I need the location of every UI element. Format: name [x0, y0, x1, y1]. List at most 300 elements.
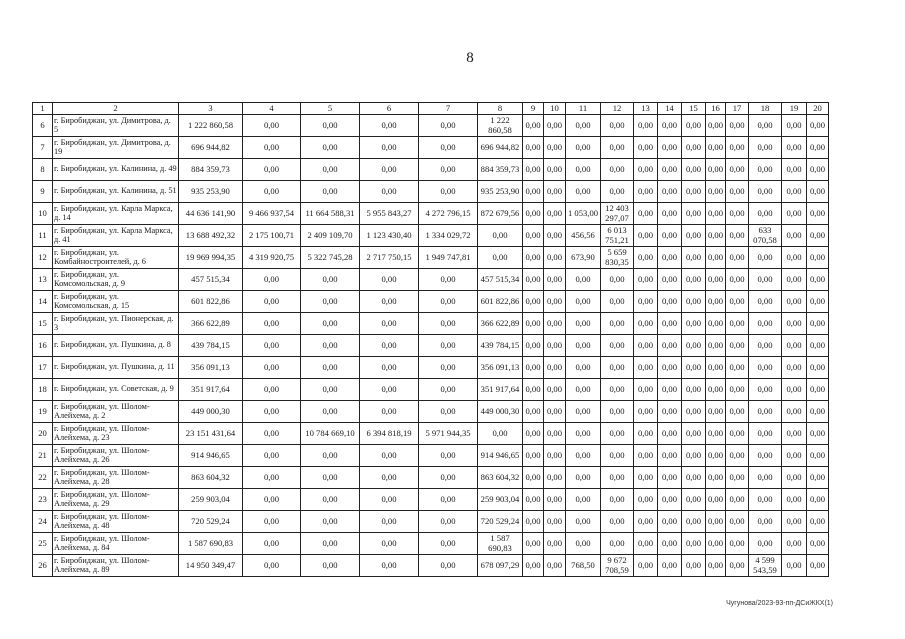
value-cell: 863 604,32 — [478, 467, 523, 489]
value-cell: 0,00 — [544, 137, 566, 159]
value-cell: 0,00 — [726, 445, 749, 467]
value-cell: 0,00 — [749, 511, 782, 533]
value-cell: 0,00 — [634, 489, 658, 511]
value-cell: 0,00 — [301, 379, 360, 401]
row-number-cell: 25 — [33, 533, 53, 555]
value-cell: 914 946,65 — [478, 445, 523, 467]
value-cell: 0,00 — [601, 489, 634, 511]
value-cell: 0,00 — [360, 313, 419, 335]
address-cell: г. Биробиджан, ул. Шолом-Алейхема, д. 89 — [53, 555, 179, 577]
value-cell: 0,00 — [601, 115, 634, 137]
column-header: 16 — [706, 103, 726, 115]
value-cell: 0,00 — [601, 357, 634, 379]
row-number-cell: 6 — [33, 115, 53, 137]
value-cell: 0,00 — [807, 225, 829, 247]
value-cell: 0,00 — [782, 291, 807, 313]
value-cell: 0,00 — [301, 445, 360, 467]
value-cell: 0,00 — [360, 181, 419, 203]
value-cell: 23 151 431,64 — [179, 423, 243, 445]
value-cell: 356 091,13 — [179, 357, 243, 379]
value-cell: 0,00 — [658, 313, 682, 335]
value-cell: 0,00 — [566, 401, 601, 423]
value-cell: 0,00 — [243, 511, 301, 533]
value-cell: 0,00 — [749, 467, 782, 489]
row-number-cell: 14 — [33, 291, 53, 313]
value-cell: 0,00 — [782, 137, 807, 159]
value-cell: 0,00 — [807, 137, 829, 159]
value-cell: 0,00 — [749, 291, 782, 313]
value-cell: 0,00 — [726, 159, 749, 181]
value-cell: 0,00 — [782, 225, 807, 247]
value-cell: 0,00 — [726, 137, 749, 159]
row-number-cell: 26 — [33, 555, 53, 577]
value-cell: 0,00 — [523, 357, 544, 379]
value-cell: 0,00 — [706, 159, 726, 181]
value-cell: 0,00 — [243, 159, 301, 181]
value-cell: 0,00 — [807, 115, 829, 137]
value-cell: 0,00 — [782, 247, 807, 269]
value-cell: 0,00 — [658, 159, 682, 181]
row-number-cell: 12 — [33, 247, 53, 269]
address-cell: г. Биробиджан, ул. Карла Маркса, д. 41 — [53, 225, 179, 247]
value-cell: 0,00 — [544, 335, 566, 357]
value-cell: 0,00 — [682, 489, 706, 511]
value-cell: 0,00 — [566, 445, 601, 467]
value-cell: 0,00 — [544, 181, 566, 203]
value-cell: 0,00 — [634, 159, 658, 181]
value-cell: 0,00 — [566, 511, 601, 533]
value-cell: 0,00 — [523, 379, 544, 401]
value-cell: 0,00 — [523, 181, 544, 203]
table-row — [33, 401, 829, 423]
column-header: 14 — [658, 103, 682, 115]
table-row — [33, 291, 829, 313]
value-cell: 0,00 — [243, 445, 301, 467]
value-cell: 0,00 — [807, 489, 829, 511]
value-cell: 0,00 — [360, 335, 419, 357]
value-cell: 0,00 — [360, 401, 419, 423]
value-cell: 0,00 — [523, 313, 544, 335]
row-number-cell: 17 — [33, 357, 53, 379]
value-cell: 0,00 — [566, 533, 601, 555]
value-cell: 0,00 — [601, 401, 634, 423]
value-cell: 0,00 — [682, 357, 706, 379]
value-cell: 0,00 — [566, 115, 601, 137]
value-cell: 0,00 — [360, 555, 419, 577]
value-cell: 0,00 — [419, 555, 478, 577]
value-cell: 12 403 297,07 — [601, 203, 634, 225]
value-cell: 0,00 — [523, 489, 544, 511]
value-cell: 0,00 — [706, 137, 726, 159]
value-cell: 0,00 — [478, 225, 523, 247]
value-cell: 0,00 — [360, 489, 419, 511]
value-cell: 935 253,90 — [179, 181, 243, 203]
value-cell: 0,00 — [782, 555, 807, 577]
value-cell: 0,00 — [726, 115, 749, 137]
value-cell: 0,00 — [658, 291, 682, 313]
value-cell: 0,00 — [419, 467, 478, 489]
address-cell: г. Биробиджан, ул. Шолом-Алейхема, д. 48 — [53, 511, 179, 533]
value-cell: 0,00 — [807, 357, 829, 379]
value-cell: 0,00 — [726, 335, 749, 357]
table-row — [33, 159, 829, 181]
value-cell: 0,00 — [566, 379, 601, 401]
value-cell: 9 672 708,59 — [601, 555, 634, 577]
column-header: 19 — [782, 103, 807, 115]
value-cell: 0,00 — [807, 159, 829, 181]
value-cell: 0,00 — [726, 203, 749, 225]
value-cell: 0,00 — [360, 379, 419, 401]
value-cell: 0,00 — [544, 357, 566, 379]
value-cell: 673,90 — [566, 247, 601, 269]
value-cell: 0,00 — [360, 511, 419, 533]
value-cell: 0,00 — [601, 181, 634, 203]
value-cell: 0,00 — [419, 269, 478, 291]
value-cell: 0,00 — [243, 291, 301, 313]
value-cell: 0,00 — [544, 423, 566, 445]
column-header: 10 — [544, 103, 566, 115]
value-cell: 0,00 — [682, 467, 706, 489]
column-header: 7 — [419, 103, 478, 115]
value-cell: 456,56 — [566, 225, 601, 247]
value-cell: 0,00 — [658, 357, 682, 379]
value-cell: 0,00 — [658, 467, 682, 489]
value-cell: 0,00 — [782, 401, 807, 423]
value-cell: 872 679,56 — [478, 203, 523, 225]
value-cell: 0,00 — [360, 137, 419, 159]
value-cell: 0,00 — [601, 533, 634, 555]
value-cell: 0,00 — [544, 511, 566, 533]
row-number-cell: 18 — [33, 379, 53, 401]
value-cell: 0,00 — [726, 423, 749, 445]
value-cell: 0,00 — [634, 137, 658, 159]
value-cell: 0,00 — [243, 555, 301, 577]
value-cell: 0,00 — [726, 489, 749, 511]
value-cell: 0,00 — [243, 335, 301, 357]
column-header: 8 — [478, 103, 523, 115]
value-cell: 0,00 — [749, 269, 782, 291]
value-cell: 6 394 818,19 — [360, 423, 419, 445]
value-cell: 0,00 — [601, 291, 634, 313]
address-cell: г. Биробиджан, ул. Шолом-Алейхема, д. 29 — [53, 489, 179, 511]
value-cell: 14 950 349,47 — [179, 555, 243, 577]
value-cell: 0,00 — [523, 137, 544, 159]
address-cell: г. Биробиджан, ул. Шолом-Алейхема, д. 28 — [53, 467, 179, 489]
value-cell: 696 944,82 — [478, 137, 523, 159]
value-cell: 0,00 — [566, 159, 601, 181]
table-row — [33, 379, 829, 401]
value-cell: 0,00 — [658, 269, 682, 291]
value-cell: 0,00 — [523, 247, 544, 269]
value-cell: 0,00 — [782, 181, 807, 203]
value-cell: 0,00 — [478, 423, 523, 445]
row-number-cell: 15 — [33, 313, 53, 335]
value-cell: 0,00 — [301, 115, 360, 137]
value-cell: 0,00 — [782, 379, 807, 401]
value-cell: 0,00 — [301, 467, 360, 489]
value-cell: 0,00 — [807, 335, 829, 357]
value-cell: 0,00 — [782, 115, 807, 137]
value-cell: 9 466 937,54 — [243, 203, 301, 225]
value-cell: 0,00 — [658, 181, 682, 203]
value-cell: 633 070,58 — [749, 225, 782, 247]
value-cell: 0,00 — [749, 379, 782, 401]
row-number-cell: 21 — [33, 445, 53, 467]
value-cell: 696 944,82 — [179, 137, 243, 159]
value-cell: 0,00 — [706, 511, 726, 533]
value-cell: 0,00 — [634, 467, 658, 489]
value-cell: 0,00 — [682, 181, 706, 203]
value-cell: 863 604,32 — [179, 467, 243, 489]
value-cell: 0,00 — [726, 511, 749, 533]
table-row — [33, 225, 829, 247]
address-cell: г. Биробиджан, ул. Карла Маркса, д. 14 — [53, 203, 179, 225]
column-header: 6 — [360, 103, 419, 115]
value-cell: 0,00 — [544, 489, 566, 511]
value-cell: 0,00 — [807, 379, 829, 401]
value-cell: 0,00 — [301, 159, 360, 181]
value-cell: 0,00 — [301, 269, 360, 291]
value-cell: 0,00 — [706, 357, 726, 379]
value-cell: 1 053,00 — [566, 203, 601, 225]
value-cell: 0,00 — [706, 555, 726, 577]
table-row — [33, 181, 829, 203]
value-cell: 0,00 — [658, 203, 682, 225]
value-cell: 601 822,86 — [478, 291, 523, 313]
value-cell: 0,00 — [634, 313, 658, 335]
value-cell: 914 946,65 — [179, 445, 243, 467]
value-cell: 449 000,30 — [478, 401, 523, 423]
value-cell: 0,00 — [634, 291, 658, 313]
value-cell: 0,00 — [706, 269, 726, 291]
value-cell: 11 664 588,31 — [301, 203, 360, 225]
value-cell: 0,00 — [807, 269, 829, 291]
value-cell: 0,00 — [726, 467, 749, 489]
value-cell: 449 000,30 — [179, 401, 243, 423]
value-cell: 0,00 — [682, 401, 706, 423]
value-cell: 0,00 — [634, 247, 658, 269]
row-number-cell: 19 — [33, 401, 53, 423]
value-cell: 0,00 — [566, 181, 601, 203]
value-cell: 366 622,89 — [179, 313, 243, 335]
value-cell: 0,00 — [634, 445, 658, 467]
table-row — [33, 137, 829, 159]
value-cell: 0,00 — [419, 115, 478, 137]
value-cell: 0,00 — [782, 313, 807, 335]
value-cell: 0,00 — [726, 181, 749, 203]
value-cell: 0,00 — [419, 137, 478, 159]
address-cell: г. Биробиджан, ул. Комсомольская, д. 15 — [53, 291, 179, 313]
value-cell: 4 272 796,15 — [419, 203, 478, 225]
value-cell: 0,00 — [726, 401, 749, 423]
value-cell: 0,00 — [682, 313, 706, 335]
value-cell: 0,00 — [726, 225, 749, 247]
value-cell: 0,00 — [682, 445, 706, 467]
value-cell: 0,00 — [682, 423, 706, 445]
row-number-cell: 20 — [33, 423, 53, 445]
value-cell: 0,00 — [243, 423, 301, 445]
value-cell: 0,00 — [634, 357, 658, 379]
table-row — [33, 467, 829, 489]
value-cell: 0,00 — [360, 115, 419, 137]
row-number-cell: 24 — [33, 511, 53, 533]
row-number-cell: 9 — [33, 181, 53, 203]
value-cell: 0,00 — [601, 137, 634, 159]
value-cell: 0,00 — [360, 357, 419, 379]
value-cell: 0,00 — [243, 181, 301, 203]
value-cell: 0,00 — [749, 115, 782, 137]
value-cell: 0,00 — [807, 555, 829, 577]
value-cell: 0,00 — [782, 533, 807, 555]
value-cell: 0,00 — [706, 335, 726, 357]
value-cell: 0,00 — [419, 335, 478, 357]
value-cell: 0,00 — [682, 335, 706, 357]
value-cell: 0,00 — [726, 313, 749, 335]
value-cell: 356 091,13 — [478, 357, 523, 379]
value-cell: 0,00 — [360, 291, 419, 313]
value-cell: 0,00 — [243, 137, 301, 159]
value-cell: 0,00 — [749, 357, 782, 379]
value-cell: 0,00 — [682, 225, 706, 247]
value-cell: 0,00 — [782, 423, 807, 445]
value-cell: 0,00 — [419, 511, 478, 533]
value-cell: 0,00 — [544, 379, 566, 401]
address-cell: г. Биробиджан, ул. Шолом-Алейхема, д. 23 — [53, 423, 179, 445]
value-cell: 0,00 — [682, 555, 706, 577]
table-row — [33, 357, 829, 379]
value-cell: 0,00 — [566, 335, 601, 357]
row-number-cell: 7 — [33, 137, 53, 159]
value-cell: 0,00 — [782, 489, 807, 511]
value-cell: 935 253,90 — [478, 181, 523, 203]
value-cell: 0,00 — [544, 313, 566, 335]
value-cell: 0,00 — [658, 445, 682, 467]
value-cell: 0,00 — [544, 269, 566, 291]
value-cell: 0,00 — [544, 159, 566, 181]
value-cell: 0,00 — [682, 203, 706, 225]
value-cell: 0,00 — [523, 533, 544, 555]
address-cell: г. Биробиджан, ул. Шолом-Алейхема, д. 2 — [53, 401, 179, 423]
value-cell: 0,00 — [658, 423, 682, 445]
value-cell: 0,00 — [782, 269, 807, 291]
value-cell: 0,00 — [658, 225, 682, 247]
value-cell: 0,00 — [706, 533, 726, 555]
value-cell: 0,00 — [749, 335, 782, 357]
value-cell: 0,00 — [706, 467, 726, 489]
value-cell: 0,00 — [243, 533, 301, 555]
value-cell: 0,00 — [419, 489, 478, 511]
value-cell: 0,00 — [634, 335, 658, 357]
value-cell: 0,00 — [682, 247, 706, 269]
value-cell: 0,00 — [301, 137, 360, 159]
address-cell: г. Биробиджан, ул. Калинина, д. 49 — [53, 159, 179, 181]
document-code: Чугунова/2023-93-пп-ДСиЖКХ(1) — [726, 600, 833, 607]
value-cell: 0,00 — [523, 291, 544, 313]
address-cell: г. Биробиджан, ул. Шолом-Алейхема, д. 84 — [53, 533, 179, 555]
row-number-cell: 16 — [33, 335, 53, 357]
value-cell: 0,00 — [807, 247, 829, 269]
value-cell: 0,00 — [601, 159, 634, 181]
value-cell: 0,00 — [658, 137, 682, 159]
value-cell: 0,00 — [726, 247, 749, 269]
value-cell: 0,00 — [301, 401, 360, 423]
value-cell: 0,00 — [301, 335, 360, 357]
value-cell: 0,00 — [419, 357, 478, 379]
value-cell: 0,00 — [301, 181, 360, 203]
value-cell: 0,00 — [726, 533, 749, 555]
value-cell: 0,00 — [706, 225, 726, 247]
value-cell: 13 688 492,32 — [179, 225, 243, 247]
value-cell: 0,00 — [243, 357, 301, 379]
value-cell: 0,00 — [726, 379, 749, 401]
row-number-cell: 8 — [33, 159, 53, 181]
column-header: 18 — [749, 103, 782, 115]
column-header: 3 — [179, 103, 243, 115]
value-cell: 0,00 — [634, 379, 658, 401]
value-cell: 0,00 — [682, 115, 706, 137]
value-cell: 4 599 543,59 — [749, 555, 782, 577]
value-cell: 0,00 — [782, 445, 807, 467]
value-cell: 10 784 669,10 — [301, 423, 360, 445]
address-cell: г. Биробиджан, ул. Димитрова, д. 5 — [53, 115, 179, 137]
value-cell: 0,00 — [243, 269, 301, 291]
value-cell: 4 319 920,75 — [243, 247, 301, 269]
value-cell: 0,00 — [749, 401, 782, 423]
row-number-cell: 11 — [33, 225, 53, 247]
value-cell: 0,00 — [658, 115, 682, 137]
value-cell: 0,00 — [706, 379, 726, 401]
value-cell: 439 784,15 — [478, 335, 523, 357]
value-cell: 1 334 029,72 — [419, 225, 478, 247]
column-header: 17 — [726, 103, 749, 115]
value-cell: 0,00 — [658, 489, 682, 511]
address-cell: г. Биробиджан, ул. Калинина, д. 51 — [53, 181, 179, 203]
value-cell: 0,00 — [749, 423, 782, 445]
value-cell: 0,00 — [749, 533, 782, 555]
address-cell: г. Биробиджан, ул. Шолом-Алейхема, д. 26 — [53, 445, 179, 467]
value-cell: 0,00 — [706, 247, 726, 269]
value-cell: 44 636 141,90 — [179, 203, 243, 225]
value-cell: 0,00 — [419, 159, 478, 181]
table-row — [33, 511, 829, 533]
address-cell: г. Биробиджан, ул. Комбайностроителей, д. 6 — [53, 247, 179, 269]
value-cell: 0,00 — [601, 423, 634, 445]
value-cell: 0,00 — [301, 291, 360, 313]
value-cell: 0,00 — [807, 467, 829, 489]
value-cell: 0,00 — [544, 115, 566, 137]
value-cell: 0,00 — [726, 269, 749, 291]
value-cell: 0,00 — [360, 159, 419, 181]
table-row — [33, 313, 829, 335]
value-cell: 0,00 — [419, 445, 478, 467]
value-cell: 0,00 — [360, 269, 419, 291]
value-cell: 0,00 — [601, 313, 634, 335]
value-cell: 0,00 — [566, 467, 601, 489]
value-cell: 0,00 — [706, 115, 726, 137]
address-cell: г. Биробиджан, ул. Пушкина, д. 11 — [53, 357, 179, 379]
value-cell: 259 903,04 — [179, 489, 243, 511]
value-cell: 0,00 — [658, 401, 682, 423]
value-cell: 0,00 — [634, 225, 658, 247]
column-header: 15 — [682, 103, 706, 115]
value-cell: 0,00 — [682, 137, 706, 159]
value-cell: 0,00 — [523, 159, 544, 181]
table-row — [33, 533, 829, 555]
value-cell: 0,00 — [807, 401, 829, 423]
value-cell: 0,00 — [601, 511, 634, 533]
value-cell: 884 359,73 — [478, 159, 523, 181]
value-cell: 0,00 — [634, 203, 658, 225]
